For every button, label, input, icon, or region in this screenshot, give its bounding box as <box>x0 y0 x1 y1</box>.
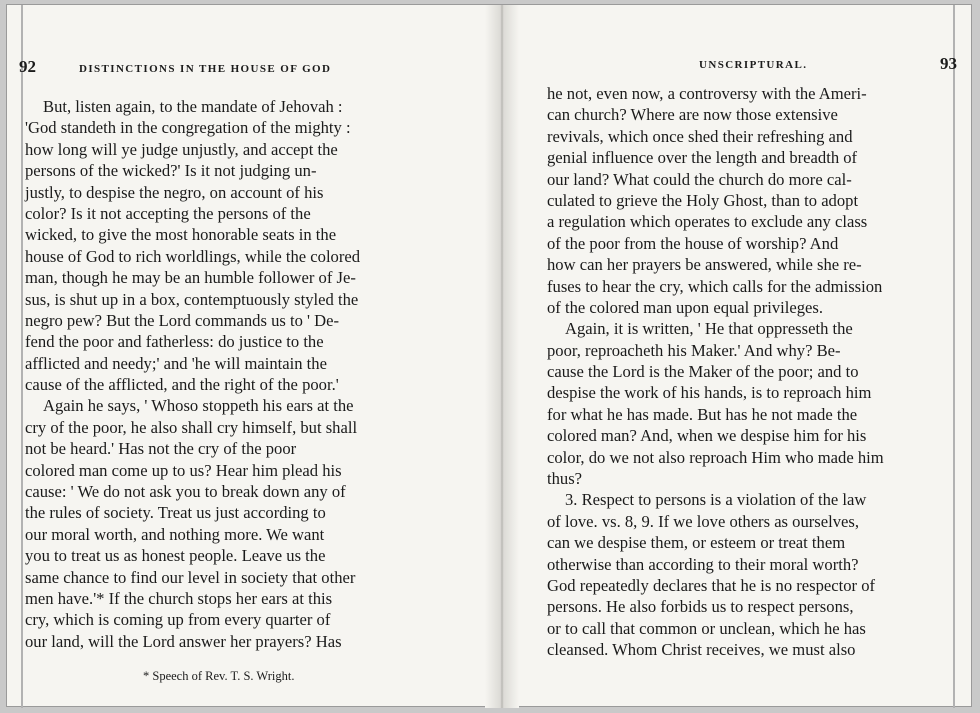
page-edge-left <box>21 5 23 708</box>
text-line: colored man? And, when we despise him for his <box>547 426 867 446</box>
page-number: 93 <box>940 54 957 73</box>
right-page-body <box>547 83 947 661</box>
text-line: of the colored man upon equal privileges. <box>547 297 824 317</box>
text-line: afflicted and needy;' and 'he will maintain the <box>25 353 327 373</box>
text-line: color? Is it not accepting the persons of the <box>25 203 311 223</box>
text-line: how long will ye judge unjustly, and accept the <box>25 139 338 159</box>
right-page-header <box>547 54 957 81</box>
text-line: cause: ' We do not ask you to break down any of <box>25 482 346 502</box>
text-line: you to treat us as honest people. Leave us the <box>25 546 326 566</box>
left-page-body <box>25 96 465 652</box>
page-edge-right <box>953 5 955 708</box>
text-line: the rules of society. Treat us just according to <box>25 503 326 523</box>
text-line: men have.'* If the church stops her ears at this <box>25 588 333 608</box>
text-line: colored man come up to us? Hear him plead his <box>25 460 342 480</box>
left-page-header <box>19 57 465 81</box>
text-line: persons. He also forbids us to respect persons, <box>547 597 854 617</box>
text-line: not be heard.' Has not the cry of the poor <box>25 439 297 459</box>
book-gutter <box>485 5 519 708</box>
text-line: justly, to despise the negro, on account of his <box>25 182 324 202</box>
text-line: fuses to hear the cry, which calls for the admission <box>547 276 883 296</box>
page-number: 92 <box>19 57 36 76</box>
text-line: wicked, to give the most honorable seats in the <box>25 225 337 245</box>
text-line: fend the poor and fatherless: do justice to the <box>25 332 324 352</box>
text-line: cause the Lord is the Maker of the poor; and to <box>547 362 859 382</box>
text-line: revivals, which once shed their refreshing and <box>547 126 853 146</box>
text-line: genial influence over the length and breadth of <box>547 148 858 168</box>
text-line: our land? What could the church do more cal- <box>547 169 852 189</box>
text-line: of the poor from the house of worship? And <box>547 233 839 253</box>
text-line: Again he says, ' Whoso stoppeth his ears at the <box>43 396 354 416</box>
book-spread <box>6 4 972 707</box>
text-line: 'God standeth in the congregation of the mighty : <box>25 118 351 138</box>
text-line: house of God to rich worldlings, while the colored <box>25 246 361 266</box>
text-line: thus? <box>547 469 583 489</box>
text-line: cleansed. Whom Christ receives, we must also <box>547 640 856 660</box>
right-page <box>547 5 957 708</box>
text-line: man, though he may be an humble follower of Je- <box>25 268 356 288</box>
running-head: UNSCRIPTURAL. <box>699 59 808 71</box>
text-line: color, do we not also reproach Him who made him <box>547 447 884 467</box>
text-line: our land, will the Lord answer her prayers? Has <box>25 631 342 651</box>
text-line: cause of the afflicted, and the right of the poor.' <box>25 375 339 395</box>
text-line: cry of the poor, he also shall cry himself, but shall <box>25 417 358 437</box>
text-line: God repeatedly declares that he is no respector of <box>547 575 876 595</box>
footnote: * Speech of Rev. T. S. Wright. <box>143 669 295 683</box>
text-line: can church? Where are now those extensive <box>547 105 838 125</box>
text-line: despise the work of his hands, is to reproach him <box>547 383 872 403</box>
text-line: same chance to find our level in society that other <box>25 567 356 587</box>
text-line: negro pew? But the Lord commands us to ' De- <box>25 310 340 330</box>
left-page <box>19 5 465 708</box>
text-line: poor, reproacheth his Maker.' And why? Be- <box>547 340 841 360</box>
text-line: can we despise them, or esteem or treat them <box>547 533 846 553</box>
text-line: persons of the wicked?' Is it not judging un- <box>25 161 317 181</box>
text-line: sus, is shut up in a box, contemptuously styled the <box>25 289 359 309</box>
text-line: he not, even now, a controversy with the Ameri- <box>547 84 867 103</box>
text-line: culated to grieve the Holy Ghost, than to adopt <box>547 190 859 210</box>
running-head: DISTINCTIONS IN THE HOUSE OF GOD <box>79 63 332 75</box>
text-line: But, listen again, to the mandate of Jehovah : <box>43 97 343 116</box>
text-line: 3. Respect to persons is a violation of the law <box>565 490 867 510</box>
text-line: how can her prayers be answered, while she re- <box>547 255 862 275</box>
text-line: Again, it is written, ' He that oppresseth the <box>565 319 853 339</box>
text-line: for what he has made. But has he not made the <box>547 404 858 424</box>
text-line: otherwise than according to their moral worth? <box>547 554 859 574</box>
text-line: cry, which is coming up from every quarter of <box>25 610 331 630</box>
text-line: a regulation which operates to exclude any class <box>547 212 868 232</box>
text-line: or to call that common or unclean, which he has <box>547 618 866 638</box>
text-line: our moral worth, and nothing more. We want <box>25 524 325 544</box>
text-line: of love. vs. 8, 9. If we love others as ourselves, <box>547 511 859 531</box>
